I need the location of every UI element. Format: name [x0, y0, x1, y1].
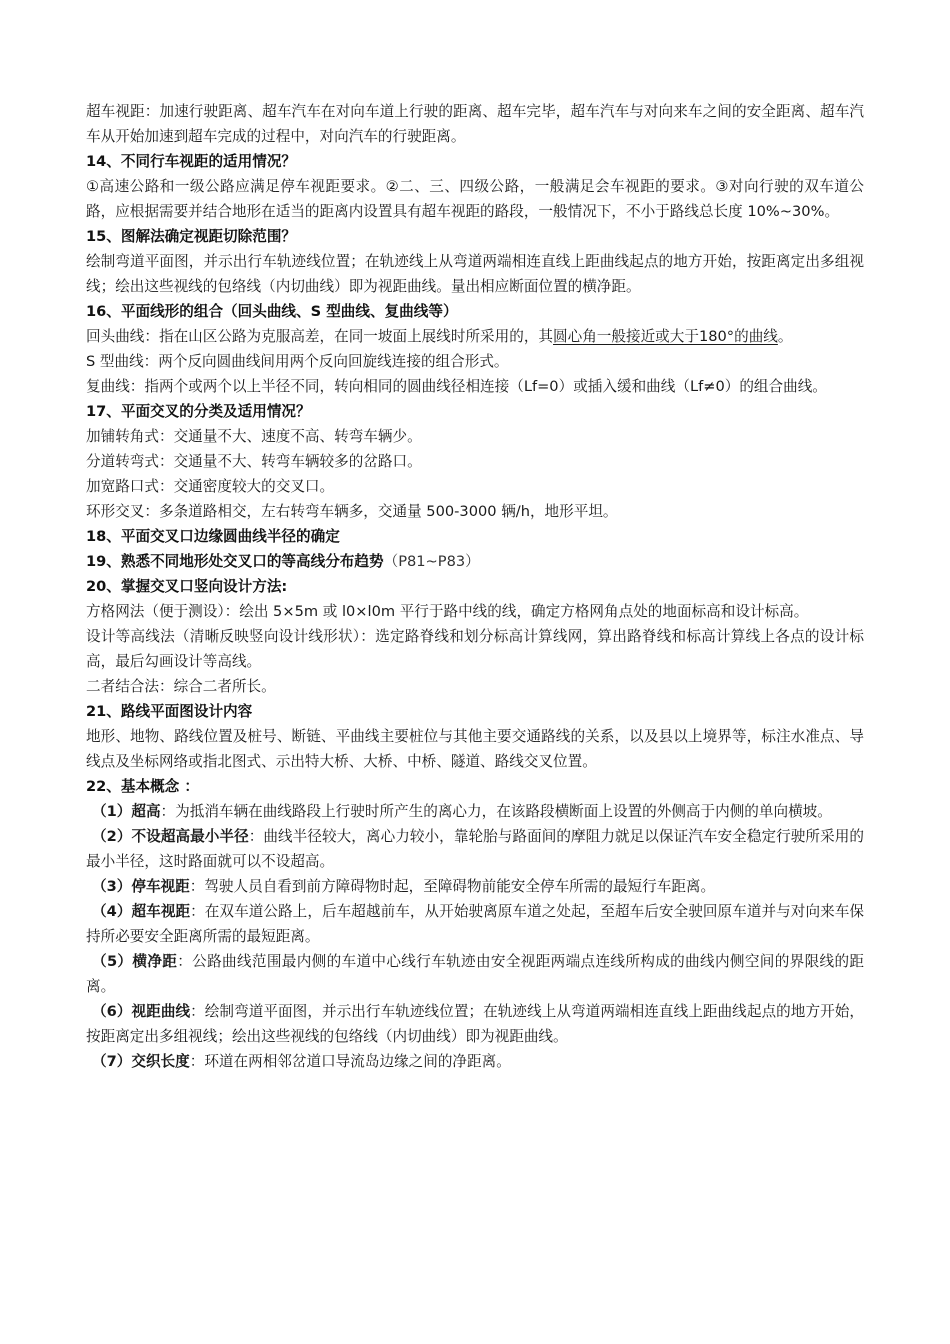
definition-term: 视距曲线 [131, 1003, 191, 1020]
paragraph-intersection-type-4: 环形交叉：多条道路相交，左右转弯车辆多，交通量 500-3000 辆/h，地形平坦。 [86, 503, 618, 520]
definition-number: （4） [92, 903, 132, 920]
definition-clearance [86, 949, 864, 999]
paragraph-graphic-method: 绘制弯道平面图，并示出行车轨迹线位置；在轨迹线上从弯道两端相连直线上距曲线起点的地方开始，按距离定出多组视线；绘出这些视线的包络线（内切曲线）即为视距曲线。量出相应断面位置的横净距。 [86, 253, 864, 295]
paragraph-intersection-type-2: 分道转弯式：交通量不大、转弯车辆较多的岔路口。 [86, 453, 422, 470]
definition-text: ：为抵消车辆在曲线路段上行驶时所产生的离心力，在该路段横断面上设置的外侧高于内侧的单向横坡。 [160, 803, 832, 820]
heading-21: 21、路线平面图设计内容 [86, 703, 253, 720]
definition-text: ：曲线半径较大，离心力较小，靠轮胎与路面间的摩阻力就足以保证汽车安全稳定行驶所采用的最小半径，这时路面就可以不设超高。 [86, 828, 864, 870]
paragraph-sight-distance-usage: ①高速公路和一级公路应满足停车视距要求。②二、三、四级公路，一般满足会车视距的要求。③对向行驶的双车道公路，应根据需要并结合地形在适当的距离内设置具有超车视距的路段，一般情况下，不小于路线总长度 10%~30%。 [86, 178, 864, 220]
definition-term: 不设超高最小半径 [131, 828, 249, 845]
heading-17: 17、平面交叉的分类及适用情况？ [86, 403, 311, 420]
document-page [86, 99, 864, 1074]
heading-16: 16、平面线形的组合（回头曲线、S 型曲线、复曲线等） [86, 303, 458, 320]
definition-number: （7） [92, 1053, 132, 1070]
definition-number: （2） [92, 828, 132, 845]
paragraph-hairpin-curve [86, 324, 864, 349]
definition-number: （6） [92, 1003, 132, 1020]
definition-text: ：在双车道公路上，后车超越前车，从开始驶离原车道之处起，至超车后安全驶回原车道并与对向来车保持所必要安全距离所需的最短距离。 [86, 903, 864, 945]
definition-passing-sight [86, 899, 864, 949]
paragraph-contour-method: 设计等高线法（清晰反映竖向设计线形状）：选定路脊线和划分标高计算线网，算出路脊线和标高计算线上各点的设计标高，最后勾画设计等高线。 [86, 628, 864, 670]
definition-min-radius [86, 824, 864, 874]
definition-text: ：驾驶人员自看到前方障碍物时起，至障碍物前能安全停车所需的最短行车距离。 [189, 878, 716, 895]
definition-text: ：绘制弯道平面图，并示出行车轨迹线位置；在轨迹线上从弯道两端相连直线上距曲线起点的地方开始，按距离定出多组视线；绘出这些视线的包络线（内切曲线）即为视距曲线。 [86, 1003, 864, 1045]
definition-text: ：公路曲线范围最内侧的车道中心线行车轨迹由安全视距两端点连线所构成的曲线内侧空间的界限线的距离。 [86, 953, 864, 995]
definition-term: 超高 [131, 803, 161, 820]
paragraph-overtaking-distance: 超车视距：加速行驶距离、超车汽车在对向车道上行驶的距离、超车完毕，超车汽车与对向来车之间的安全距离、超车汽车从开始加速到超车完成的过程中，对向汽车的行驶距离。 [86, 103, 864, 145]
heading-15: 15、图解法确定视距切除范围？ [86, 228, 297, 245]
paragraph-intersection-type-1: 加铺转角式：交通量不大、速度不高、转弯车辆少。 [86, 428, 422, 445]
paragraph-intersection-type-3: 加宽路口式：交通密度较大的交叉口。 [86, 478, 335, 495]
heading-14: 14、不同行车视距的适用情况？ [86, 153, 297, 170]
definition-term: 超车视距 [131, 903, 191, 920]
hairpin-text: 回头曲线：指在山区公路为克服高差，在同一坡面上展线时所采用的，其 [86, 328, 554, 345]
definition-stopping-sight [86, 874, 864, 899]
paragraph-s-curve: S 型曲线：两个反向圆曲线间用两个反向回旋线连接的组合形式。 [86, 353, 509, 370]
definition-text: ：环道在两相邻岔道口导流岛边缘之间的净距离。 [189, 1053, 511, 1070]
definition-sight-curve [86, 999, 864, 1049]
heading-18: 18、平面交叉口边缘圆曲线半径的确定 [86, 528, 340, 545]
definition-number: （5） [92, 953, 133, 970]
heading-20: 20、掌握交叉口竖向设计方法: [86, 578, 288, 595]
definition-term: 停车视距 [131, 878, 190, 895]
definition-term: 交织长度 [131, 1053, 190, 1070]
definition-number: （1） [92, 803, 132, 820]
paragraph-grid-method: 方格网法（便于测设）：绘出 5×5m 或 l0×l0m 平行于路中线的线，确定方格网角点处的地面标高和设计标高。 [86, 603, 809, 620]
paragraph-combined-method: 二者结合法：综合二者所长。 [86, 678, 276, 695]
paragraph-plan-content: 地形、地物、路线位置及桩号、断链、平曲线主要桩位与其他主要交通路线的关系，以及县以上境界等，标注水准点、导线点及坐标网络或指北图式、示出特大桥、大桥、中桥、隧道、路线交叉位置。 [86, 728, 864, 770]
heading-22: 22、基本概念 ： [86, 778, 199, 795]
definition-term: 横净距 [132, 953, 178, 970]
hairpin-underlined-text: 圆心角一般接近或大于180°的曲线 [553, 328, 778, 345]
heading-19-page-ref: （P81~P83） [383, 553, 480, 570]
heading-19-text: 19、熟悉不同地形处交叉口的等高线分布趋势 [86, 553, 384, 570]
heading-19 [86, 549, 864, 574]
paragraph-compound-curve: 复曲线：指两个或两个以上半径不同，转向相同的圆曲线径相连接（Lf=0）或插入缓和曲线（Lf≠0）的组合曲线。 [86, 378, 827, 395]
hairpin-end: 。 [777, 328, 793, 345]
definition-number: （3） [92, 878, 132, 895]
definition-weaving-length [86, 1049, 864, 1074]
definition-superelevation [86, 799, 864, 824]
